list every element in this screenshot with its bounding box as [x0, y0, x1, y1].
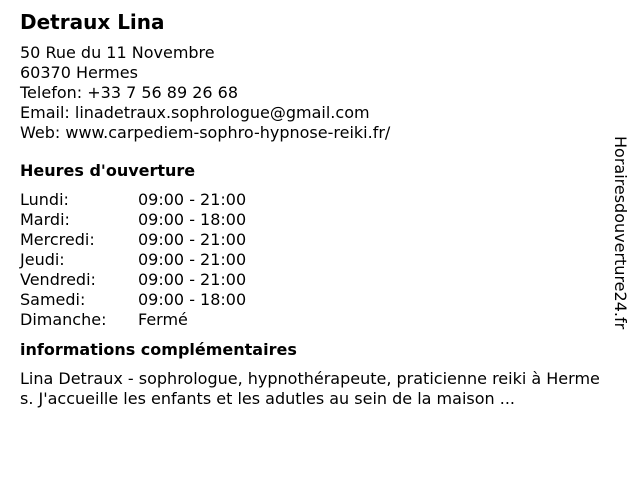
- business-name: Detraux Lina: [20, 10, 165, 34]
- hours-day: Dimanche:: [20, 310, 107, 329]
- hours-time: 09:00 - 21:00: [138, 230, 247, 249]
- hours-time: 09:00 - 18:00: [138, 290, 247, 309]
- email-line[interactable]: Email: linadetraux.sophrologue@gmail.com: [20, 103, 370, 122]
- hours-row-mercredi: [20, 230, 610, 250]
- hours-time: Fermé: [138, 310, 188, 329]
- hours-day: Mardi:: [20, 210, 70, 229]
- hours-row-mardi: [20, 210, 610, 230]
- hours-row-lundi: [20, 190, 610, 210]
- address-city: 60370 Hermes: [20, 63, 138, 82]
- hours-day: Mercredi:: [20, 230, 95, 249]
- website-line[interactable]: Web: www.carpediem-sophro-hypnose-reiki.fr/: [20, 123, 391, 142]
- additional-info-heading: informations complémentaires: [20, 340, 297, 359]
- phone-line[interactable]: Telefon: +33 7 56 89 26 68: [20, 83, 239, 102]
- hours-time: 09:00 - 21:00: [138, 270, 247, 289]
- contact-block: [20, 43, 610, 143]
- address-street: 50 Rue du 11 Novembre: [20, 43, 215, 62]
- hours-day: Samedi:: [20, 290, 86, 309]
- hours-time: 09:00 - 18:00: [138, 210, 247, 229]
- hours-row-samedi: [20, 290, 610, 310]
- hours-day: Lundi:: [20, 190, 69, 209]
- hours-row-jeudi: [20, 250, 610, 270]
- hours-row-dimanche: [20, 310, 610, 330]
- hours-time: 09:00 - 21:00: [138, 250, 247, 269]
- business-description: Lina Detraux - sophrologue, hypnothérapeute, praticienne reiki à Hermes. J'accueille les enfants et les adutles au sein de la maison ...: [20, 369, 600, 408]
- opening-hours-table: [20, 190, 610, 330]
- business-card: [20, 10, 610, 409]
- hours-row-vendredi: [20, 270, 610, 290]
- hours-day: Vendredi:: [20, 270, 96, 289]
- hours-day: Jeudi:: [20, 250, 65, 269]
- hours-time: 09:00 - 21:00: [138, 190, 247, 209]
- opening-hours-heading: Heures d'ouverture: [20, 161, 196, 180]
- site-watermark: Horairesdouverture24.fr: [611, 136, 630, 330]
